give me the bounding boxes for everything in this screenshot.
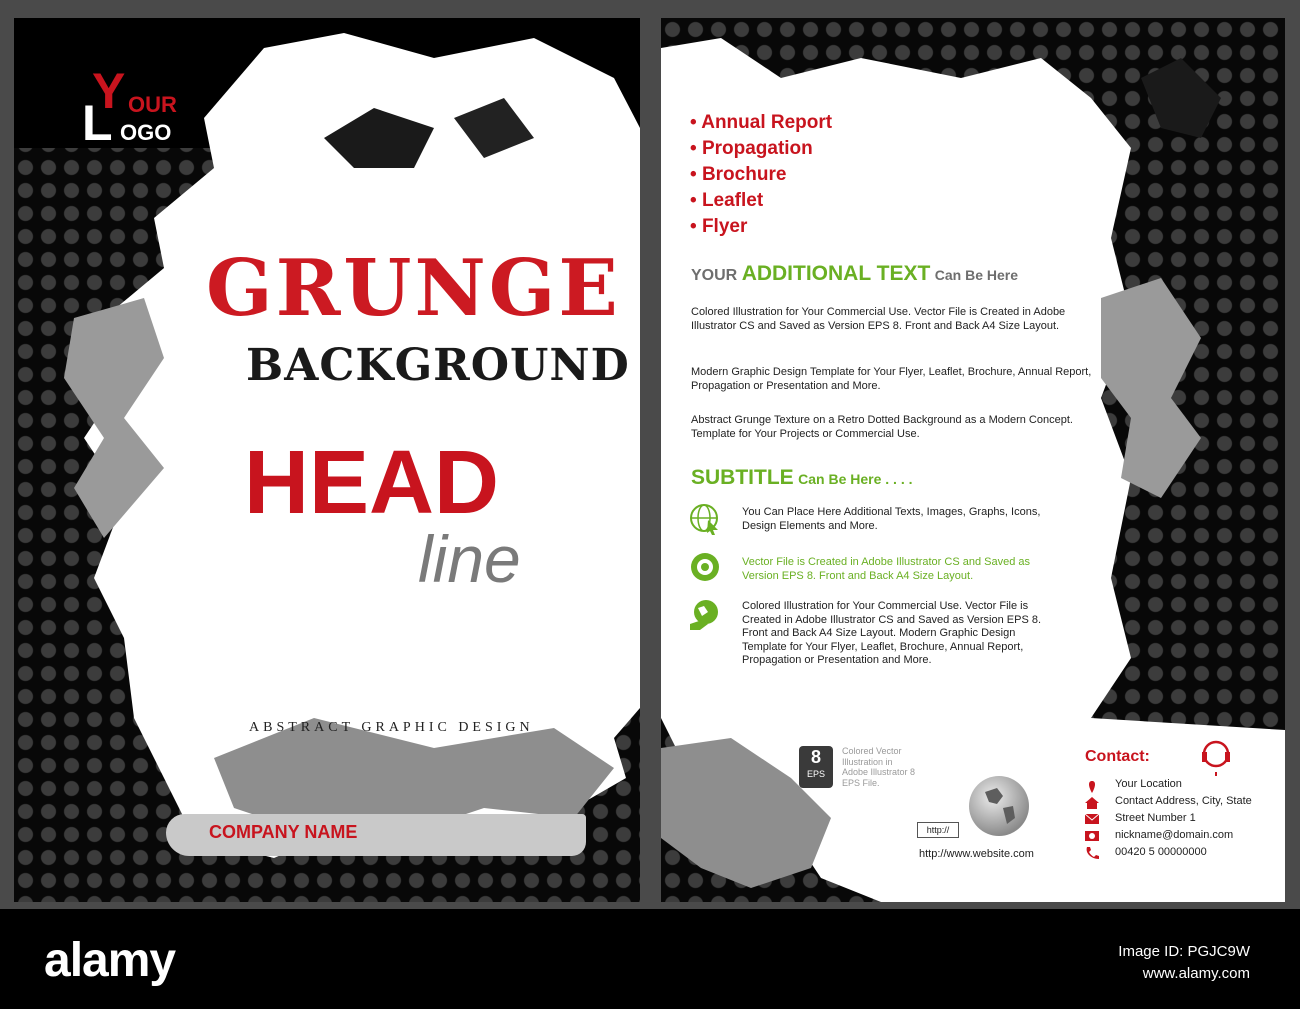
- logo-letter-l: L: [82, 95, 113, 151]
- logo-ogo: OGO: [120, 120, 172, 145]
- subtitle: [691, 466, 913, 490]
- gear-icon: [688, 550, 722, 584]
- website-url[interactable]: http://www.website.com: [919, 848, 1034, 860]
- bullet-item: • Flyer: [690, 214, 832, 240]
- contact-label: Contact:: [1085, 748, 1150, 765]
- additional-heading: [691, 262, 1018, 286]
- abstract-caption: ABSTRACT GRAPHIC DESIGN: [249, 720, 534, 735]
- headline-line: line: [418, 522, 521, 596]
- contact-location: Your Location: [1115, 778, 1182, 790]
- additional-main: ADDITIONAL TEXT: [741, 262, 931, 285]
- watermark-brand: alamy: [44, 934, 176, 987]
- bullet-item: • Leaflet: [690, 188, 832, 214]
- web-badge: http://: [917, 822, 959, 838]
- mail-icon: [1085, 812, 1099, 824]
- globe-icon: [967, 774, 1031, 838]
- eps-badge: [799, 746, 833, 788]
- back-page: [661, 18, 1285, 902]
- item-text: Vector File is Created in Adobe Illustrator CS and Saved as Version EPS 8. Front and Back A4 Size Layout.: [742, 556, 1030, 582]
- location-icon: [1085, 780, 1099, 792]
- contact-street: Street Number 1: [1115, 812, 1196, 824]
- item-text: Colored Illustration for Your Commercial Use. Vector File is Created in Adobe Illustrator CS and Saved as Version EPS 8. Front and Back A4 Size Layout. Modern Graphic Design Template for Your Flyer, Leaflet, Brochure, Annual Report, Propagation or Presentation and More.: [742, 600, 1042, 666]
- eps-caption: Colored Vector Illustration in Adobe Illustrator 8 EPS File.: [842, 746, 916, 788]
- watermark-image-id: Image ID: PGJC9W: [1118, 943, 1250, 960]
- bullet-list: [690, 110, 832, 240]
- headline-head: HEAD: [244, 433, 500, 533]
- phone-icon: [1085, 846, 1099, 858]
- bullet-item: • Annual Report: [690, 110, 832, 136]
- additional-tail: Can Be Here: [934, 267, 1019, 283]
- globe-hand-icon: [688, 598, 722, 632]
- paragraph: Abstract Grunge Texture on a Retro Dotted Background as a Modern Concept. Template for Your Projects or Commercial Use.: [691, 414, 1073, 440]
- logo: [82, 60, 192, 150]
- paragraph: Colored Illustration for Your Commercial Use. Vector File is Created in Adobe Illustrator CS and Saved as Version EPS 8. Front and Back A4 Size Layout.: [691, 306, 1066, 332]
- logo-letter-y: Y: [92, 63, 126, 119]
- subtitle-tail: Can Be Here . . . .: [798, 471, 913, 487]
- home-icon: [1085, 796, 1099, 808]
- front-page: [14, 18, 640, 902]
- bullet-item: • Propagation: [690, 136, 832, 162]
- globe-cursor-icon: [688, 502, 722, 536]
- contact-address: Contact Address, City, State: [1115, 795, 1252, 807]
- watermark-bar: [0, 909, 1300, 1009]
- paragraph: Modern Graphic Design Template for Your Flyer, Leaflet, Brochure, Annual Report, Propagation or Presentation and More.: [691, 366, 1092, 392]
- contact-email[interactable]: nickname@domain.com: [1115, 829, 1234, 841]
- company-name: COMPANY NAME: [209, 822, 358, 842]
- at-mail-icon: [1085, 829, 1099, 841]
- eps-number: 8: [810, 747, 821, 767]
- headset-icon: [1201, 738, 1231, 778]
- logo-our: OUR: [128, 92, 177, 117]
- bullet-item: • Brochure: [690, 162, 832, 188]
- eps-label: EPS: [806, 769, 825, 779]
- grunge-title: GRUNGE: [206, 243, 621, 334]
- item-text: You Can Place Here Additional Texts, Images, Graphs, Icons, Design Elements and More.: [742, 506, 1041, 532]
- contact-phone: 00420 5 00000000: [1115, 846, 1207, 858]
- subtitle-main: SUBTITLE: [691, 466, 794, 489]
- watermark-site: www.alamy.com: [1142, 965, 1250, 982]
- additional-your: YOUR: [691, 267, 738, 284]
- background-title: BACKGROUND: [246, 340, 630, 391]
